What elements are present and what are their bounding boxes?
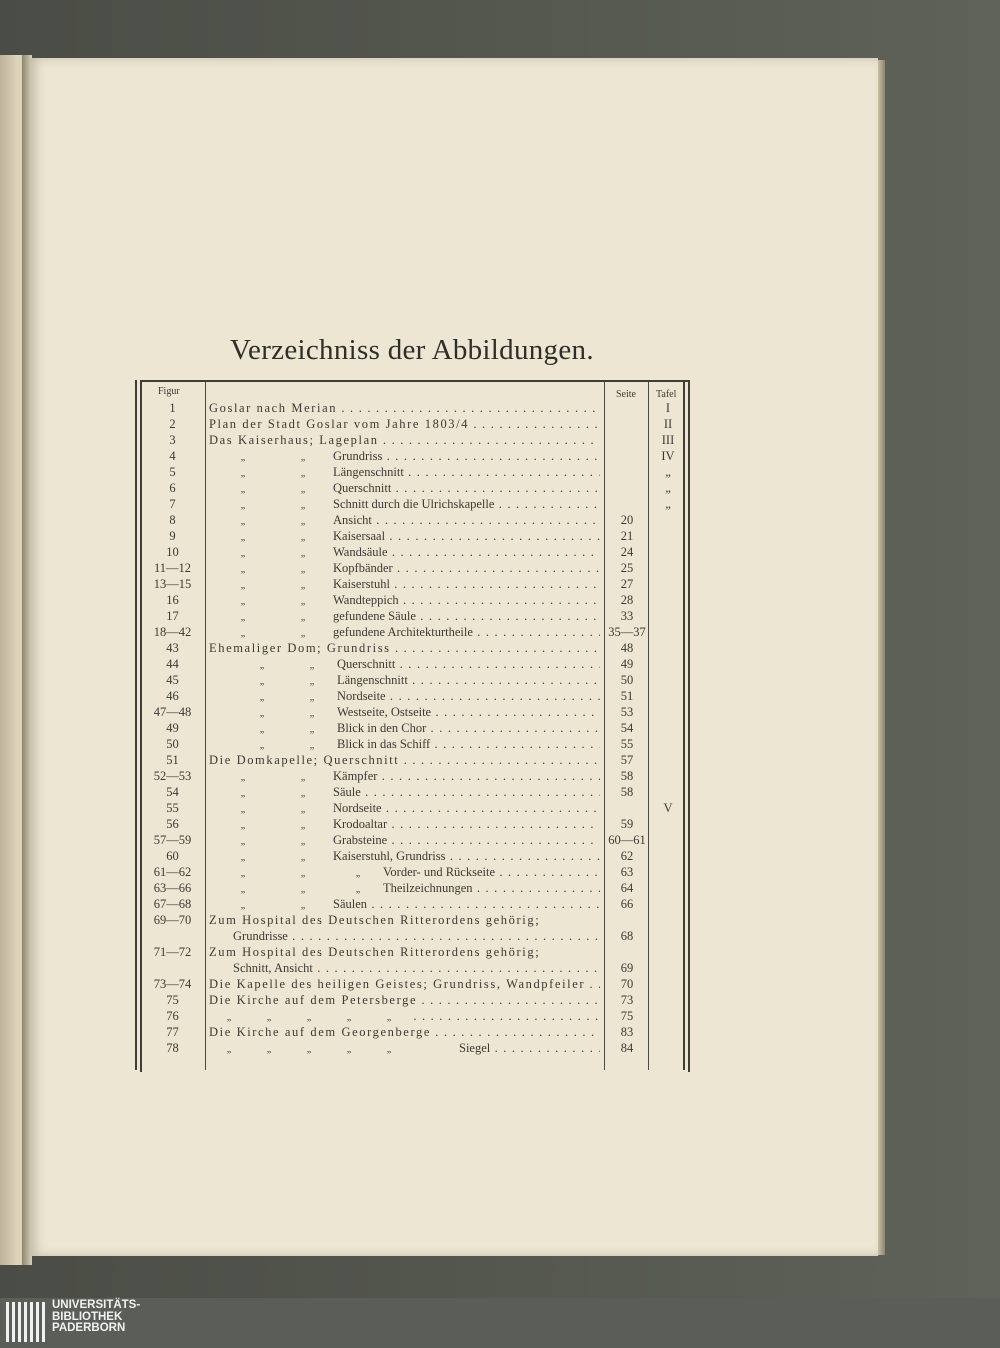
ditto-mark: „ <box>306 1012 312 1023</box>
figure-description-text: Ansicht <box>333 513 372 527</box>
figure-number: 13—15 <box>153 577 192 591</box>
page-number: 54 <box>620 721 634 735</box>
figure-description-text: Blick in den Chor <box>337 721 427 735</box>
figure-description <box>209 960 600 976</box>
figure-description <box>209 400 600 416</box>
figure-number: 73—74 <box>153 977 192 991</box>
table-row <box>140 944 686 960</box>
table-row <box>140 992 686 1008</box>
page-number: 84 <box>620 1041 634 1055</box>
figure-description <box>209 416 600 432</box>
figure-number: 11—12 <box>153 561 192 575</box>
ditto-mark: „ <box>300 788 306 799</box>
ditto-mark: „ <box>300 548 306 559</box>
plate-number: V <box>663 801 673 815</box>
figure-number: 75 <box>166 993 179 1007</box>
page-number: 73 <box>620 993 634 1007</box>
ditto-mark: „ <box>306 1044 312 1055</box>
figure-number: 46 <box>166 689 179 703</box>
figure-description-text: Nordseite <box>337 689 386 703</box>
ditto-mark: „ <box>309 724 315 735</box>
ditto-mark: „ <box>259 740 265 751</box>
figure-description-text: Westseite, Ostseite <box>337 705 432 719</box>
table-row <box>140 480 686 496</box>
page-number: 68 <box>620 929 634 943</box>
figure-description-text: Querschnitt <box>337 657 396 671</box>
plate-number: „ <box>665 497 671 511</box>
plate-number: III <box>661 433 675 447</box>
figure-number: 3 <box>169 433 176 447</box>
page-number: 50 <box>620 673 634 687</box>
figure-number: 6 <box>169 481 176 495</box>
table-row <box>140 544 686 560</box>
ditto-mark: „ <box>300 804 306 815</box>
table-row <box>140 816 686 832</box>
ditto-mark: „ <box>386 1012 392 1023</box>
figure-description-text: Plan der Stadt Goslar vom Jahre 1803/4 <box>209 417 470 431</box>
ditto-mark: „ <box>240 788 246 799</box>
figure-description-text: Längenschnitt <box>337 673 408 687</box>
table-row <box>140 464 686 480</box>
page-number: 57 <box>620 753 634 767</box>
figure-description <box>209 992 600 1008</box>
library-logo-text <box>52 1300 140 1335</box>
ditto-mark: „ <box>240 900 246 911</box>
ditto-mark: „ <box>266 1044 272 1055</box>
ditto-mark: „ <box>300 468 306 479</box>
ditto-mark: „ <box>355 884 361 895</box>
figure-description-text: Nordseite <box>333 801 382 815</box>
ditto-mark: „ <box>300 612 306 623</box>
plate-number: I <box>665 401 671 415</box>
ditto-mark: „ <box>259 676 265 687</box>
ditto-mark: „ <box>309 708 315 719</box>
page-title: Verzeichniss der Abbildungen. <box>230 334 594 366</box>
figure-number: 47—48 <box>153 705 192 719</box>
ditto-mark: „ <box>240 868 246 879</box>
figure-number: 9 <box>169 529 176 543</box>
figure-description-text: Querschnitt <box>333 481 392 495</box>
table-row <box>140 784 686 800</box>
figure-number: 51 <box>166 753 179 767</box>
figure-description-text: Kaiserstuhl, Grundriss <box>333 849 446 863</box>
ditto-mark: „ <box>240 820 246 831</box>
figure-description-text: Kopfbänder <box>333 561 393 575</box>
table-row <box>140 528 686 544</box>
figure-number: 71—72 <box>153 945 192 959</box>
figure-number: 50 <box>166 737 179 751</box>
page-number: 62 <box>620 849 634 863</box>
ditto-mark: „ <box>300 852 306 863</box>
page-number: 75 <box>620 1009 634 1023</box>
figure-description-text: Zum Hospital des Deutschen Ritterordens gehörig; <box>209 913 541 927</box>
table-row <box>140 496 686 512</box>
figure-number: 63—66 <box>153 881 192 895</box>
figure-description-text: Die Kapelle des heiligen Geistes; Grundriss, Wandpfeiler <box>209 977 586 991</box>
table-row <box>140 976 686 992</box>
figure-description-text: Säulen <box>333 897 368 911</box>
ditto-mark: „ <box>300 900 306 911</box>
page-number: 25 <box>620 561 634 575</box>
figure-description-text: Grundrisse <box>233 929 288 943</box>
table-row <box>140 400 686 416</box>
ditto-mark: „ <box>240 564 246 575</box>
figure-number: 55 <box>166 801 179 815</box>
figure-description-text: Schnitt, Ansicht <box>233 961 313 975</box>
figure-description <box>209 1024 600 1040</box>
figure-number: 67—68 <box>153 897 192 911</box>
header-figur: Figur <box>158 386 180 397</box>
ditto-mark: „ <box>240 484 246 495</box>
page-number: 58 <box>620 785 634 799</box>
library-line-2: BIBLIOTHEK <box>52 1310 123 1323</box>
figure-description <box>209 944 600 960</box>
ditto-mark: „ <box>226 1012 232 1023</box>
figure-number: 69—70 <box>153 913 192 927</box>
figure-number: 18—42 <box>153 625 192 639</box>
page-number: 48 <box>620 641 634 655</box>
figure-description-text: gefundene Säule <box>333 609 416 623</box>
figure-description-text: Vorder- und Rückseite <box>383 865 495 879</box>
right-page-edge <box>878 60 885 1255</box>
table-row <box>140 640 686 656</box>
figure-description <box>209 976 600 992</box>
ditto-mark: „ <box>240 836 246 847</box>
figure-description-text: Die Kirche auf dem Georgenberge <box>209 1025 431 1039</box>
page-number: 27 <box>620 577 634 591</box>
table-double-rule-left <box>135 380 137 1070</box>
page-number: 20 <box>620 513 634 527</box>
ditto-mark: „ <box>386 1044 392 1055</box>
ditto-mark: „ <box>355 868 361 879</box>
figure-description-text: gefundene Architekturtheile <box>333 625 473 639</box>
ditto-mark: „ <box>266 1012 272 1023</box>
table-row <box>140 432 686 448</box>
page-number: 35—37 <box>608 625 646 639</box>
ditto-mark: „ <box>240 580 246 591</box>
ditto-mark: „ <box>240 516 246 527</box>
ditto-mark: „ <box>300 516 306 527</box>
figure-description-text: Siegel <box>459 1041 491 1055</box>
ditto-mark: „ <box>300 836 306 847</box>
figure-number: 7 <box>169 497 176 511</box>
table-row <box>140 880 686 896</box>
ditto-mark: „ <box>240 500 246 511</box>
ditto-mark: „ <box>226 1044 232 1055</box>
page-number: 24 <box>620 545 634 559</box>
table-row <box>140 928 686 944</box>
plate-number: II <box>663 417 673 431</box>
ditto-mark: „ <box>240 852 246 863</box>
table-row <box>140 720 686 736</box>
ditto-mark: „ <box>240 884 246 895</box>
ditto-mark: „ <box>259 660 265 671</box>
figure-description <box>209 752 600 768</box>
ditto-mark: „ <box>240 468 246 479</box>
page-number: 69 <box>620 961 634 975</box>
page-number: 33 <box>620 609 634 623</box>
figure-description-text: Goslar nach Merian <box>209 401 338 415</box>
ditto-mark: „ <box>300 820 306 831</box>
table-row <box>140 752 686 768</box>
figure-description-text: Zum Hospital des Deutschen Ritterordens gehörig; <box>209 945 541 959</box>
page-number: 28 <box>620 593 634 607</box>
page-number: 63 <box>620 865 634 879</box>
table-row <box>140 1008 686 1024</box>
table-row <box>140 560 686 576</box>
page-number: 66 <box>620 897 634 911</box>
ditto-mark: „ <box>300 884 306 895</box>
table-row <box>140 656 686 672</box>
figure-description-text: Kaisersaal <box>333 529 386 543</box>
figure-description-text: Blick in das Schiff <box>337 737 431 751</box>
table-row <box>140 736 686 752</box>
ditto-mark: „ <box>240 532 246 543</box>
table-row <box>140 800 686 816</box>
page-number: 83 <box>620 1025 634 1039</box>
page-number: 49 <box>620 657 634 671</box>
table-row <box>140 704 686 720</box>
ditto-mark: „ <box>300 452 306 463</box>
page-number: 21 <box>620 529 634 543</box>
figure-number: 2 <box>169 417 176 431</box>
figure-number: 4 <box>169 449 176 463</box>
table-row <box>140 624 686 640</box>
table-row <box>140 848 686 864</box>
table-row <box>140 512 686 528</box>
table-row <box>140 912 686 928</box>
figure-number: 16 <box>166 593 179 607</box>
figure-number: 8 <box>169 513 176 527</box>
library-line-3: PADERBORN <box>52 1322 126 1334</box>
footer-bar <box>0 1298 1000 1348</box>
ditto-mark: „ <box>300 564 306 575</box>
ditto-mark: „ <box>346 1012 352 1023</box>
table-row <box>140 608 686 624</box>
figure-description-text: Die Kirche auf dem Petersberge <box>209 993 418 1007</box>
page-number: 59 <box>620 817 634 831</box>
page-number: 70 <box>620 977 634 991</box>
table-row <box>140 688 686 704</box>
table-row <box>140 896 686 912</box>
figure-number: 76 <box>166 1009 179 1023</box>
plate-number: „ <box>665 481 671 495</box>
figure-description-text: Wandsäule <box>333 545 388 559</box>
figure-description-text: Die Domkapelle; Querschnitt <box>209 753 400 767</box>
figure-description-text: Längenschnitt <box>333 465 404 479</box>
figure-number: 49 <box>166 721 179 735</box>
plate-number: „ <box>665 465 671 479</box>
figure-description-text: Kämpfer <box>333 769 378 783</box>
figure-number: 56 <box>166 817 179 831</box>
figure-number: 57—59 <box>153 833 192 847</box>
figure-description-text: Säule <box>333 785 361 799</box>
figure-description-text: Grundriss <box>333 449 383 463</box>
figure-description-text: Ehemaliger Dom; Grundriss <box>209 641 391 655</box>
ditto-mark: „ <box>309 692 315 703</box>
ditto-mark: „ <box>309 676 315 687</box>
ditto-mark: „ <box>240 548 246 559</box>
ditto-mark: „ <box>300 580 306 591</box>
ditto-mark: „ <box>240 804 246 815</box>
ditto-mark: „ <box>240 612 246 623</box>
figure-description <box>209 1040 600 1058</box>
figure-number: 61—62 <box>153 865 192 879</box>
table-row <box>140 416 686 432</box>
page-number: 55 <box>620 737 634 751</box>
figure-number: 45 <box>166 673 179 687</box>
header-tafel: Tafel <box>656 389 677 400</box>
ditto-mark: „ <box>300 484 306 495</box>
ditto-mark: „ <box>309 660 315 671</box>
table-row <box>140 672 686 688</box>
figure-number: 43 <box>166 641 179 655</box>
figure-number: 44 <box>166 657 179 671</box>
ditto-mark: „ <box>259 708 265 719</box>
figure-description <box>209 928 600 944</box>
figure-description <box>209 640 600 656</box>
page-number: 53 <box>620 705 634 719</box>
table-row <box>140 1040 686 1056</box>
ditto-mark: „ <box>300 772 306 783</box>
ditto-mark: „ <box>240 596 246 607</box>
table-row <box>140 960 686 976</box>
ditto-mark: „ <box>300 596 306 607</box>
figure-description-text: Schnitt durch die Ulrichskapelle <box>333 497 495 511</box>
page-number: 60—61 <box>608 833 646 847</box>
ditto-mark: „ <box>240 628 246 639</box>
figure-number: 60 <box>166 849 179 863</box>
figure-description-text: Theilzeichnungen <box>383 881 473 895</box>
figure-number: 5 <box>169 465 176 479</box>
figure-description-text: Kaiserstuhl <box>333 577 390 591</box>
ditto-mark: „ <box>259 724 265 735</box>
plate-number: IV <box>661 449 675 463</box>
table-row <box>140 576 686 592</box>
figure-number: 54 <box>166 785 179 799</box>
ditto-mark: „ <box>300 628 306 639</box>
figure-description <box>209 912 600 928</box>
figure-number: 78 <box>166 1041 179 1055</box>
ditto-mark: „ <box>240 772 246 783</box>
table-row <box>140 592 686 608</box>
page-number: 51 <box>620 689 634 703</box>
page-number: 64 <box>620 881 634 895</box>
figure-description-text: Krodoaltar <box>333 817 388 831</box>
header-seite: Seite <box>616 389 636 400</box>
figure-description <box>209 432 600 448</box>
ditto-mark: „ <box>259 692 265 703</box>
ditto-mark: „ <box>240 452 246 463</box>
figure-description-text: Das Kaiserhaus; Lageplan <box>209 433 379 447</box>
table-row <box>140 1024 686 1040</box>
figure-number: 52—53 <box>153 769 192 783</box>
figure-number: 77 <box>166 1025 179 1039</box>
table-row <box>140 448 686 464</box>
library-line-1: UNIVERSITÄTS- <box>52 1299 141 1311</box>
figure-number: 10 <box>166 545 179 559</box>
figure-number: 17 <box>166 609 179 623</box>
table-row <box>140 768 686 784</box>
table-row <box>140 864 686 880</box>
ditto-mark: „ <box>300 868 306 879</box>
table-row <box>140 832 686 848</box>
ditto-mark: „ <box>300 532 306 543</box>
figure-description-text: Wandteppich <box>333 593 399 607</box>
ditto-mark: „ <box>309 740 315 751</box>
ditto-mark: „ <box>346 1044 352 1055</box>
figure-description-text: Grabsteine <box>333 833 388 847</box>
ditto-mark: „ <box>300 500 306 511</box>
page-number: 58 <box>620 769 634 783</box>
figure-number: 1 <box>169 401 176 415</box>
